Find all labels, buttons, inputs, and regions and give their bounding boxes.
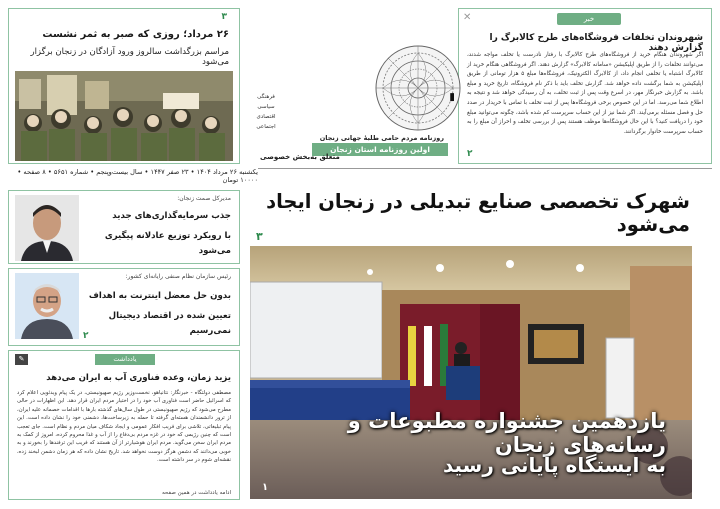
subtitle-banner: اولین روزنامه استان زنجان (312, 143, 448, 156)
page-ref: ۲ (467, 149, 473, 159)
article-body: مصطفی دولتگاه - خبرنگار: نتانیاهو، نخست‌وزیر رژیم صهیونیستی، در یک پیام ویدئویی اعلام کرد که اسرائیل حاضر است فناوری آب خود را در اختیار مردم ایران قرار دهد. این اظهارات در حالی مطرح می‌شود که رژیم صهیونیستی در طول سال‌های گذشته بارها با اقدامات خصمانه علیه ایران، از ترور دانشمندان هسته‌ای گرفته تا حمله به زیرساخت‌ها، دشمنی خود را نشان داده است. این پیام تبلیغاتی، تلاشی برای فریب افکار عمومی و ایجاد شکاف میان مردم و نظام است. جای تعجب است که چنین رژیمی که خود در غزه مردم بی‌دفاع را از آب و غذا محروم کرده، امروز از کمک به مردم ایران سخن می‌گوید. مردم ایران هوشیارتر از آن هستند که فریب این ترفندها را بخورند و به خوبی می‌دانند که دشمن هرگز دوست نخواهد شد. تاریخ نشان داده که هر زمان دشمن لبخند زده، نقشه‌ای شوم در سر داشته است. (17, 390, 231, 464)
news-title[interactable]: شهروندان تخلفات فروشگاه‌های طرح کالابرگ را گزارش دهند (489, 33, 703, 53)
avatar (15, 195, 79, 261)
interview-title-line1[interactable]: جذب سرمایه‌گذاری‌های جدید (112, 211, 231, 221)
tagline: روزنامه مردم حامی طلبهٔ جهانی زنجان (319, 134, 444, 142)
svg-text:مردم نو (450, 22, 454, 102)
opinion-article (8, 350, 240, 500)
interview-title-line2[interactable]: با رویکرد توزیع عادلانه پیگیری می‌شود (104, 231, 231, 256)
interview-title-line1[interactable]: بدون حل معضل اینترنت به اهداف (88, 291, 231, 301)
news-body: اگر شهروندان هنگام خرید از فروشگاه‌های طرح کالابرگ با رفتار نادرست یا تخلف مواجه شدند، می‌توانند تخلفات را از طریق اپلیکیشن «سامانه کالابرگ» گزارش دهند. اگر فروشگاهی هنگام خرید از کالابرگ اشتباه یا تخلفی انجام داد، از کالابرگ الکترونیک، فروشگاه‌ها مبلغ ۵ هزار تومانی از طریق اپلیکیشن به شما برگشت داده خواهد شد. گزارش تخلف باید با ذکر نام فروشگاه، تاریخ خرید و مبلغ باشد. به گزارش خبرنگار مهر، در اسرع وقت پس از ثبت تخلف، به آن رسیدگی خواهد شد و نتیجه به اطلاع شما می‌رسد. اما در این خصوص برخی فروشگاه‌ها پس از ثبت تخلف با تماس با خریدار در صدد حل و فصل مسئله برمی‌آیند. اگر شما نیز از این حساب سرپرست کم شده باشد، چگونه می‌توانید مبلغ خود را دریافت کنید؟ با این حال فروشگاه‌ها موظف هستند پس از بررسی تخلف و احراز آن مبلغ را به حساب سرپرست خانوار برگردانند. (467, 52, 703, 135)
photo-caption-line2: به ایستگاه پایانی رسید (442, 453, 666, 477)
continued-note: ادامه یادداشت در همین صفحه (161, 490, 231, 496)
section-labels: فرهنگی سیاسی اقتصادی اجتماعی (256, 94, 276, 130)
azadegan-photo (15, 71, 233, 161)
news-title[interactable]: ۲۶ مرداد؛ روزی که صبر به ثمر نشست (42, 29, 229, 40)
speaker-title: مدیرکل صمت زنجان: (177, 195, 231, 202)
divider (258, 168, 712, 169)
photo-caption-line1: یازدهمین جشنواره مطبوعات و رسانه‌های زنجان (347, 409, 666, 457)
interview-box-saemat (8, 190, 240, 264)
speaker-title: رئیس سازمان نظام صنفی رایانه‌ای کشور: (125, 273, 231, 280)
portrait-icon (15, 273, 79, 339)
subtitle-secondary: متعلق به‌بخش خصوصی (260, 153, 340, 161)
close-icon: ✕ (463, 12, 472, 23)
interview-box-computer-guild (8, 268, 240, 346)
masthead (246, 0, 454, 175)
portrait-icon (15, 195, 79, 261)
pen-icon: ✎ (15, 354, 28, 365)
main-headline[interactable]: شهرک تخصصی صنایع تبدیلی در زنجان ایجاد می‌شود (266, 190, 690, 236)
interview-title-line2[interactable]: تعیین شده در اقتصاد دیجیتال نمی‌رسیم (108, 311, 231, 336)
avatar (15, 273, 79, 339)
news-box-kalabarg (458, 8, 712, 164)
issue-info: یکشنبه ۲۶ مرداد ۱۴۰۴ • ۲۳ صفر ۱۴۴۷ • سال بیست‌وپنجم • شماره ۵۶۵۱ • ۸ صفحه • ۱۰۰۰۰ تومان (17, 168, 258, 184)
page-ref: ۲ (83, 331, 89, 341)
dateline (8, 168, 712, 184)
news-box-azadegan (8, 8, 240, 164)
logo[interactable] (254, 0, 454, 110)
main-photo[interactable] (250, 246, 692, 499)
page-ref: ۱ (262, 482, 269, 493)
page-ref: ۳ (221, 12, 227, 22)
kicker-tab: یادداشت (95, 354, 155, 365)
news-subtitle: مراسم بزرگداشت سالروز ورود آزادگان در زنجان برگزار می‌شود (30, 47, 229, 67)
article-title[interactable]: یزید زمان، وعده فناوری آب به ایران می‌دهد (46, 373, 231, 383)
page-ref: ۳ (256, 230, 263, 243)
kicker-tab: خبر (557, 13, 621, 25)
crowd-image-icon (15, 71, 233, 161)
